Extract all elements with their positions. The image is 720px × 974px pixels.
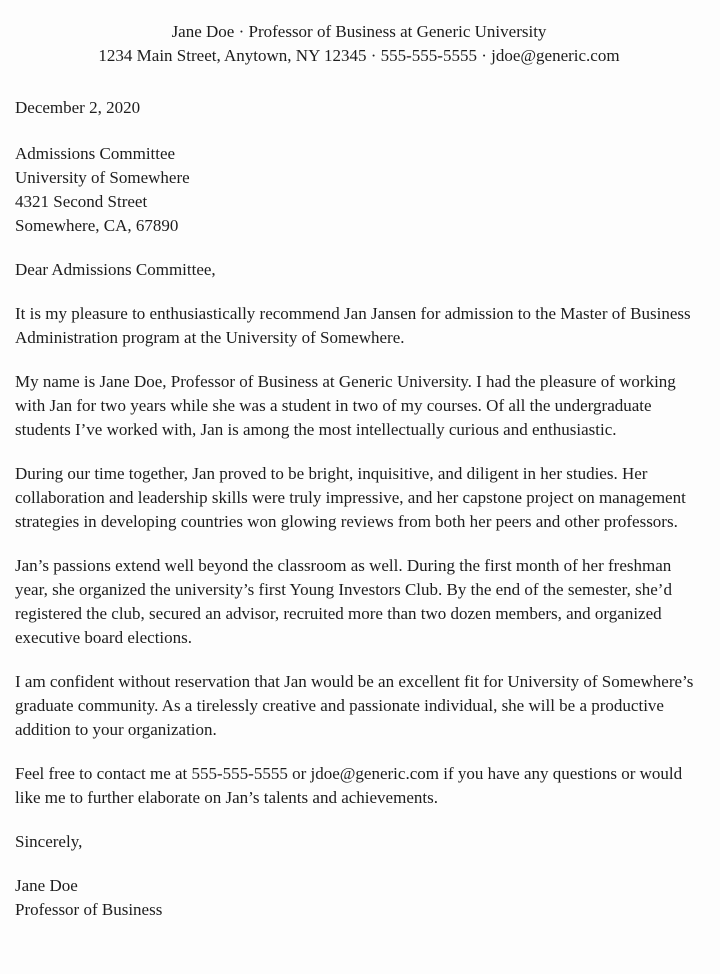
body-paragraph-3: During our time together, Jan proved to be bright, inquisitive, and diligent in her studies. Her collaboration and leadership skills were truly impressive, and her capstone project on management strategies in developing countries won glowing reviews from both her peers and other professors.	[15, 464, 686, 531]
signature-title: Professor of Business	[15, 900, 163, 919]
recipient-line-city: Somewhere, CA, 67890	[15, 216, 179, 235]
letterhead	[15, 20, 703, 68]
signature-block	[15, 874, 703, 922]
recipient-address-block	[15, 142, 703, 238]
recipient-line-university: University of Somewhere	[15, 168, 190, 187]
body-paragraph-6: Feel free to contact me at 555-555-5555 or jdoe@generic.com if you have any questions or would like me to further elaborate on Jan’s talents and achievements.	[15, 764, 683, 807]
salutation: Dear Admissions Committee,	[15, 260, 216, 279]
letter-date: December 2, 2020	[15, 98, 141, 117]
body-paragraph-2: My name is Jane Doe, Professor of Business at Generic University. I had the pleasure of working with Jan for two years while she was a student in two of my courses. Of all the undergraduate students I’ve worked with, Jan is among the most intellectually curious and enthusiastic.	[15, 372, 676, 439]
recipient-line-committee: Admissions Committee	[15, 144, 176, 163]
closing-valediction: Sincerely,	[15, 832, 83, 851]
recipient-line-street: 4321 Second Street	[15, 192, 148, 211]
letterhead-contact-info: 1234 Main Street, Anytown, NY 12345 · 555-555-5555 · jdoe@generic.com	[98, 46, 620, 65]
body-paragraph-4: Jan’s passions extend well beyond the classroom as well. During the first month of her freshman year, she organized the university’s first Young Investors Club. By the end of the semester, she’d registered the club, secured an advisor, recruited more than two dozen members, and organized executive board elections.	[15, 556, 672, 647]
signature-name: Jane Doe	[15, 876, 78, 895]
body-paragraph-1: It is my pleasure to enthusiastically recommend Jan Jansen for admission to the Master of Business Administration program at the University of Somewhere.	[15, 304, 691, 347]
letterhead-name-title: Jane Doe · Professor of Business at Generic University	[171, 22, 547, 41]
body-paragraph-5: I am confident without reservation that Jan would be an excellent fit for University of Somewhere’s graduate community. As a tirelessly creative and passionate individual, she will be a productive addition to your organization.	[15, 672, 694, 739]
